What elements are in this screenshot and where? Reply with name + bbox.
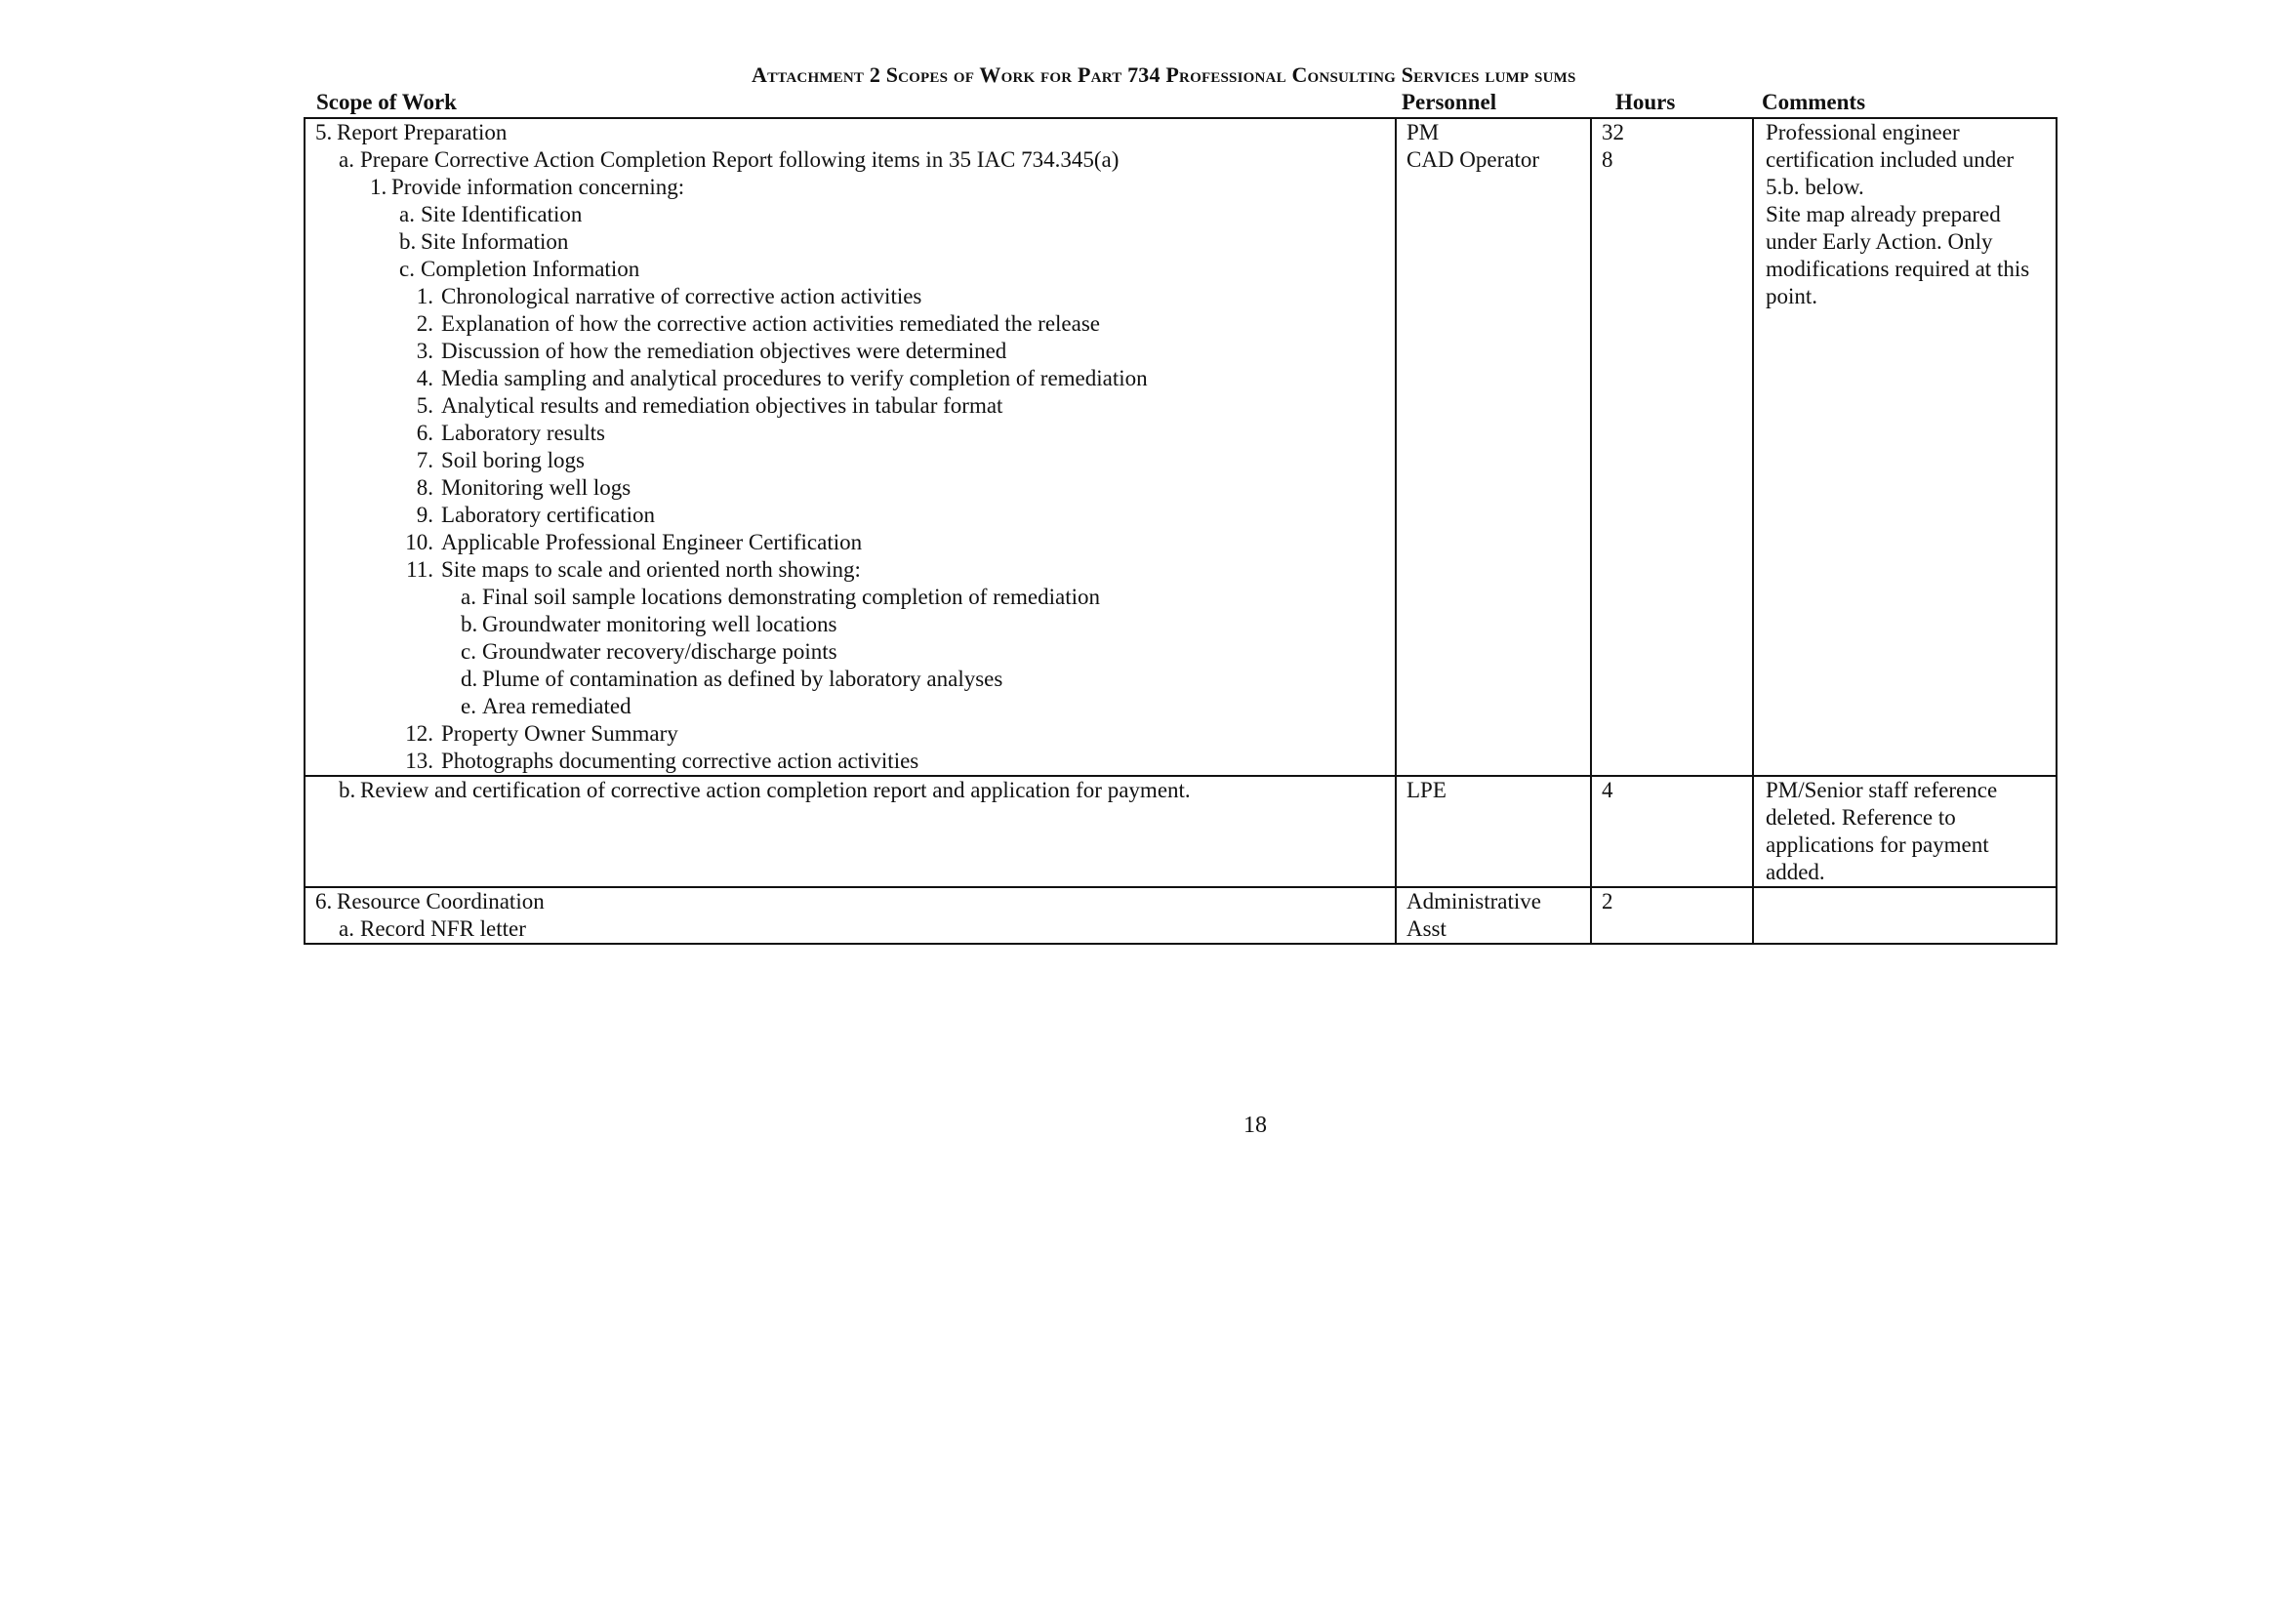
- column-header-hours: Hours: [1615, 90, 1676, 114]
- hours-cell: [1591, 776, 1753, 887]
- item-text: Groundwater recovery/discharge points: [482, 639, 837, 664]
- scope-of-work-table: [304, 117, 2058, 945]
- item-label: 5.: [315, 120, 333, 144]
- personnel-value: PM: [1406, 120, 1440, 144]
- scope-line-5: [315, 119, 1395, 146]
- item-label: b.: [399, 229, 417, 254]
- scope-line-c12: [315, 720, 1395, 748]
- comment-line: modifications required at this: [1766, 257, 2030, 281]
- item-label: 12.: [405, 721, 433, 746]
- item-text: Discussion of how the remediation objectives were determined: [441, 339, 1007, 363]
- item-text: Groundwater monitoring well locations: [482, 612, 837, 636]
- scope-cell: [305, 776, 1396, 887]
- item-text: Prepare Corrective Action Completion Report following items in 35 IAC 734.345(a): [360, 147, 1120, 172]
- scope-line-c11b: [315, 611, 1395, 638]
- column-header-scope: Scope of Work: [316, 90, 457, 114]
- comment-line: deleted. Reference to: [1766, 805, 1956, 830]
- personnel-cell: [1396, 118, 1591, 776]
- item-label: 4.: [416, 366, 433, 390]
- item-text: Final soil sample locations demonstrating completion of remediation: [482, 585, 1101, 609]
- item-label: 10.: [405, 530, 433, 554]
- item-label: 9.: [416, 503, 433, 527]
- item-text: Report Preparation: [337, 120, 508, 144]
- comments-cell: [1753, 887, 2057, 944]
- scope-line-c10: [315, 529, 1395, 556]
- item-label: 7.: [416, 448, 433, 472]
- scope-line-c3: [315, 338, 1395, 365]
- item-label: 1.: [370, 175, 387, 199]
- column-header-comments: Comments: [1762, 90, 1866, 114]
- page-title: Attachment 2 Scopes of Work for Part 734 Professional Consulting Services lump sums: [752, 62, 1576, 87]
- item-text: Chronological narrative of corrective action activities: [441, 284, 922, 308]
- scope-line-c5: [315, 392, 1395, 420]
- item-label: 5.: [416, 393, 433, 418]
- hours-value: 8: [1602, 147, 1613, 172]
- personnel-value: Administrative: [1406, 889, 1541, 914]
- personnel-value: Asst: [1406, 916, 1447, 941]
- comment-line: under Early Action. Only: [1766, 229, 1993, 254]
- item-label: 8.: [416, 475, 433, 500]
- scope-line-c2: [315, 310, 1395, 338]
- item-label: c.: [399, 257, 415, 281]
- scope-line-5b: [315, 777, 1395, 804]
- hours-cell: [1591, 887, 1753, 944]
- hours-value: 32: [1602, 120, 1624, 144]
- hours-value: 4: [1602, 778, 1613, 802]
- item-label: d.: [461, 667, 478, 691]
- scope-line-5a1c: [315, 256, 1395, 283]
- table-row-review-certification: [305, 776, 2057, 887]
- item-text: Photographs documenting corrective action activities: [441, 749, 919, 773]
- item-text: Provide information concerning:: [391, 175, 685, 199]
- scope-line-c11e: [315, 693, 1395, 720]
- item-text: Plume of contamination as defined by laboratory analyses: [482, 667, 1003, 691]
- comment-line: point.: [1766, 284, 1818, 308]
- scope-line-5a: [315, 146, 1395, 174]
- item-label: a.: [339, 147, 354, 172]
- item-label: a.: [399, 202, 415, 226]
- item-text: Resource Coordination: [337, 889, 545, 914]
- item-text: Laboratory certification: [441, 503, 656, 527]
- item-label: b.: [339, 778, 356, 802]
- item-label: 6.: [315, 889, 333, 914]
- table-row-resource-coordination: [305, 887, 2057, 944]
- item-text: Explanation of how the corrective action activities remediated the release: [441, 311, 1101, 336]
- comment-line: PM/Senior staff reference: [1766, 778, 1998, 802]
- item-text: Completion Information: [421, 257, 640, 281]
- scope-line-5a1a: [315, 201, 1395, 228]
- personnel-cell: [1396, 887, 1591, 944]
- item-label: 1.: [416, 284, 433, 308]
- scope-line-c11: [315, 556, 1395, 584]
- item-label: 3.: [416, 339, 433, 363]
- item-text: Area remediated: [482, 694, 632, 718]
- scope-line-5a1: [315, 174, 1395, 201]
- scope-cell: [305, 118, 1396, 776]
- item-label: 11.: [406, 557, 433, 582]
- item-label: e.: [461, 694, 476, 718]
- scope-line-c1: [315, 283, 1395, 310]
- item-label: 6.: [416, 421, 433, 445]
- comment-line: applications for payment: [1766, 832, 1989, 857]
- comment-line: certification included under: [1766, 147, 2015, 172]
- scope-line-c6: [315, 420, 1395, 447]
- scope-line-c8: [315, 474, 1395, 502]
- comment-line: Professional engineer: [1766, 120, 1960, 144]
- scope-line-c4: [315, 365, 1395, 392]
- comments-cell: [1753, 118, 2057, 776]
- comment-line: Site map already prepared: [1766, 202, 2001, 226]
- hours-cell: [1591, 118, 1753, 776]
- item-text: Soil boring logs: [441, 448, 585, 472]
- item-text: Laboratory results: [441, 421, 605, 445]
- scope-line-c11c: [315, 638, 1395, 666]
- item-label: b.: [461, 612, 478, 636]
- scope-line-c11d: [315, 666, 1395, 693]
- table-row-report-preparation: [305, 118, 2057, 776]
- scope-line-5a1b: [315, 228, 1395, 256]
- column-header-personnel: Personnel: [1402, 90, 1497, 114]
- item-text: Site maps to scale and oriented north showing:: [441, 557, 861, 582]
- personnel-cell: [1396, 776, 1591, 887]
- scope-line-6a: [315, 915, 1395, 943]
- comments-cell: [1753, 776, 2057, 887]
- item-text: Applicable Professional Engineer Certification: [441, 530, 863, 554]
- item-text: Media sampling and analytical procedures to verify completion of remediation: [441, 366, 1148, 390]
- scope-line-c11a: [315, 584, 1395, 611]
- comment-line: 5.b. below.: [1766, 175, 1864, 199]
- item-label: 2.: [416, 311, 433, 336]
- item-text: Site Identification: [421, 202, 583, 226]
- comment-line: added.: [1766, 860, 1825, 884]
- item-text: Analytical results and remediation objectives in tabular format: [441, 393, 1003, 418]
- scope-line-c13: [315, 748, 1395, 775]
- scope-line-c9: [315, 502, 1395, 529]
- item-label: a.: [461, 585, 476, 609]
- personnel-value: CAD Operator: [1406, 147, 1540, 172]
- item-text: Site Information: [421, 229, 569, 254]
- item-label: c.: [461, 639, 476, 664]
- item-text: Monitoring well logs: [441, 475, 632, 500]
- item-label: 13.: [405, 749, 433, 773]
- item-text: Record NFR letter: [360, 916, 526, 941]
- page-number: 18: [1243, 1113, 1267, 1138]
- scope-cell: [305, 887, 1396, 944]
- item-label: a.: [339, 916, 354, 941]
- hours-value: 2: [1602, 889, 1613, 914]
- item-text: Review and certification of corrective action completion report and application for payment.: [360, 778, 1191, 802]
- scope-line-c7: [315, 447, 1395, 474]
- comment-line: [1766, 888, 2056, 915]
- personnel-value: LPE: [1406, 778, 1447, 802]
- scope-line-6: [315, 888, 1395, 915]
- item-text: Property Owner Summary: [441, 721, 678, 746]
